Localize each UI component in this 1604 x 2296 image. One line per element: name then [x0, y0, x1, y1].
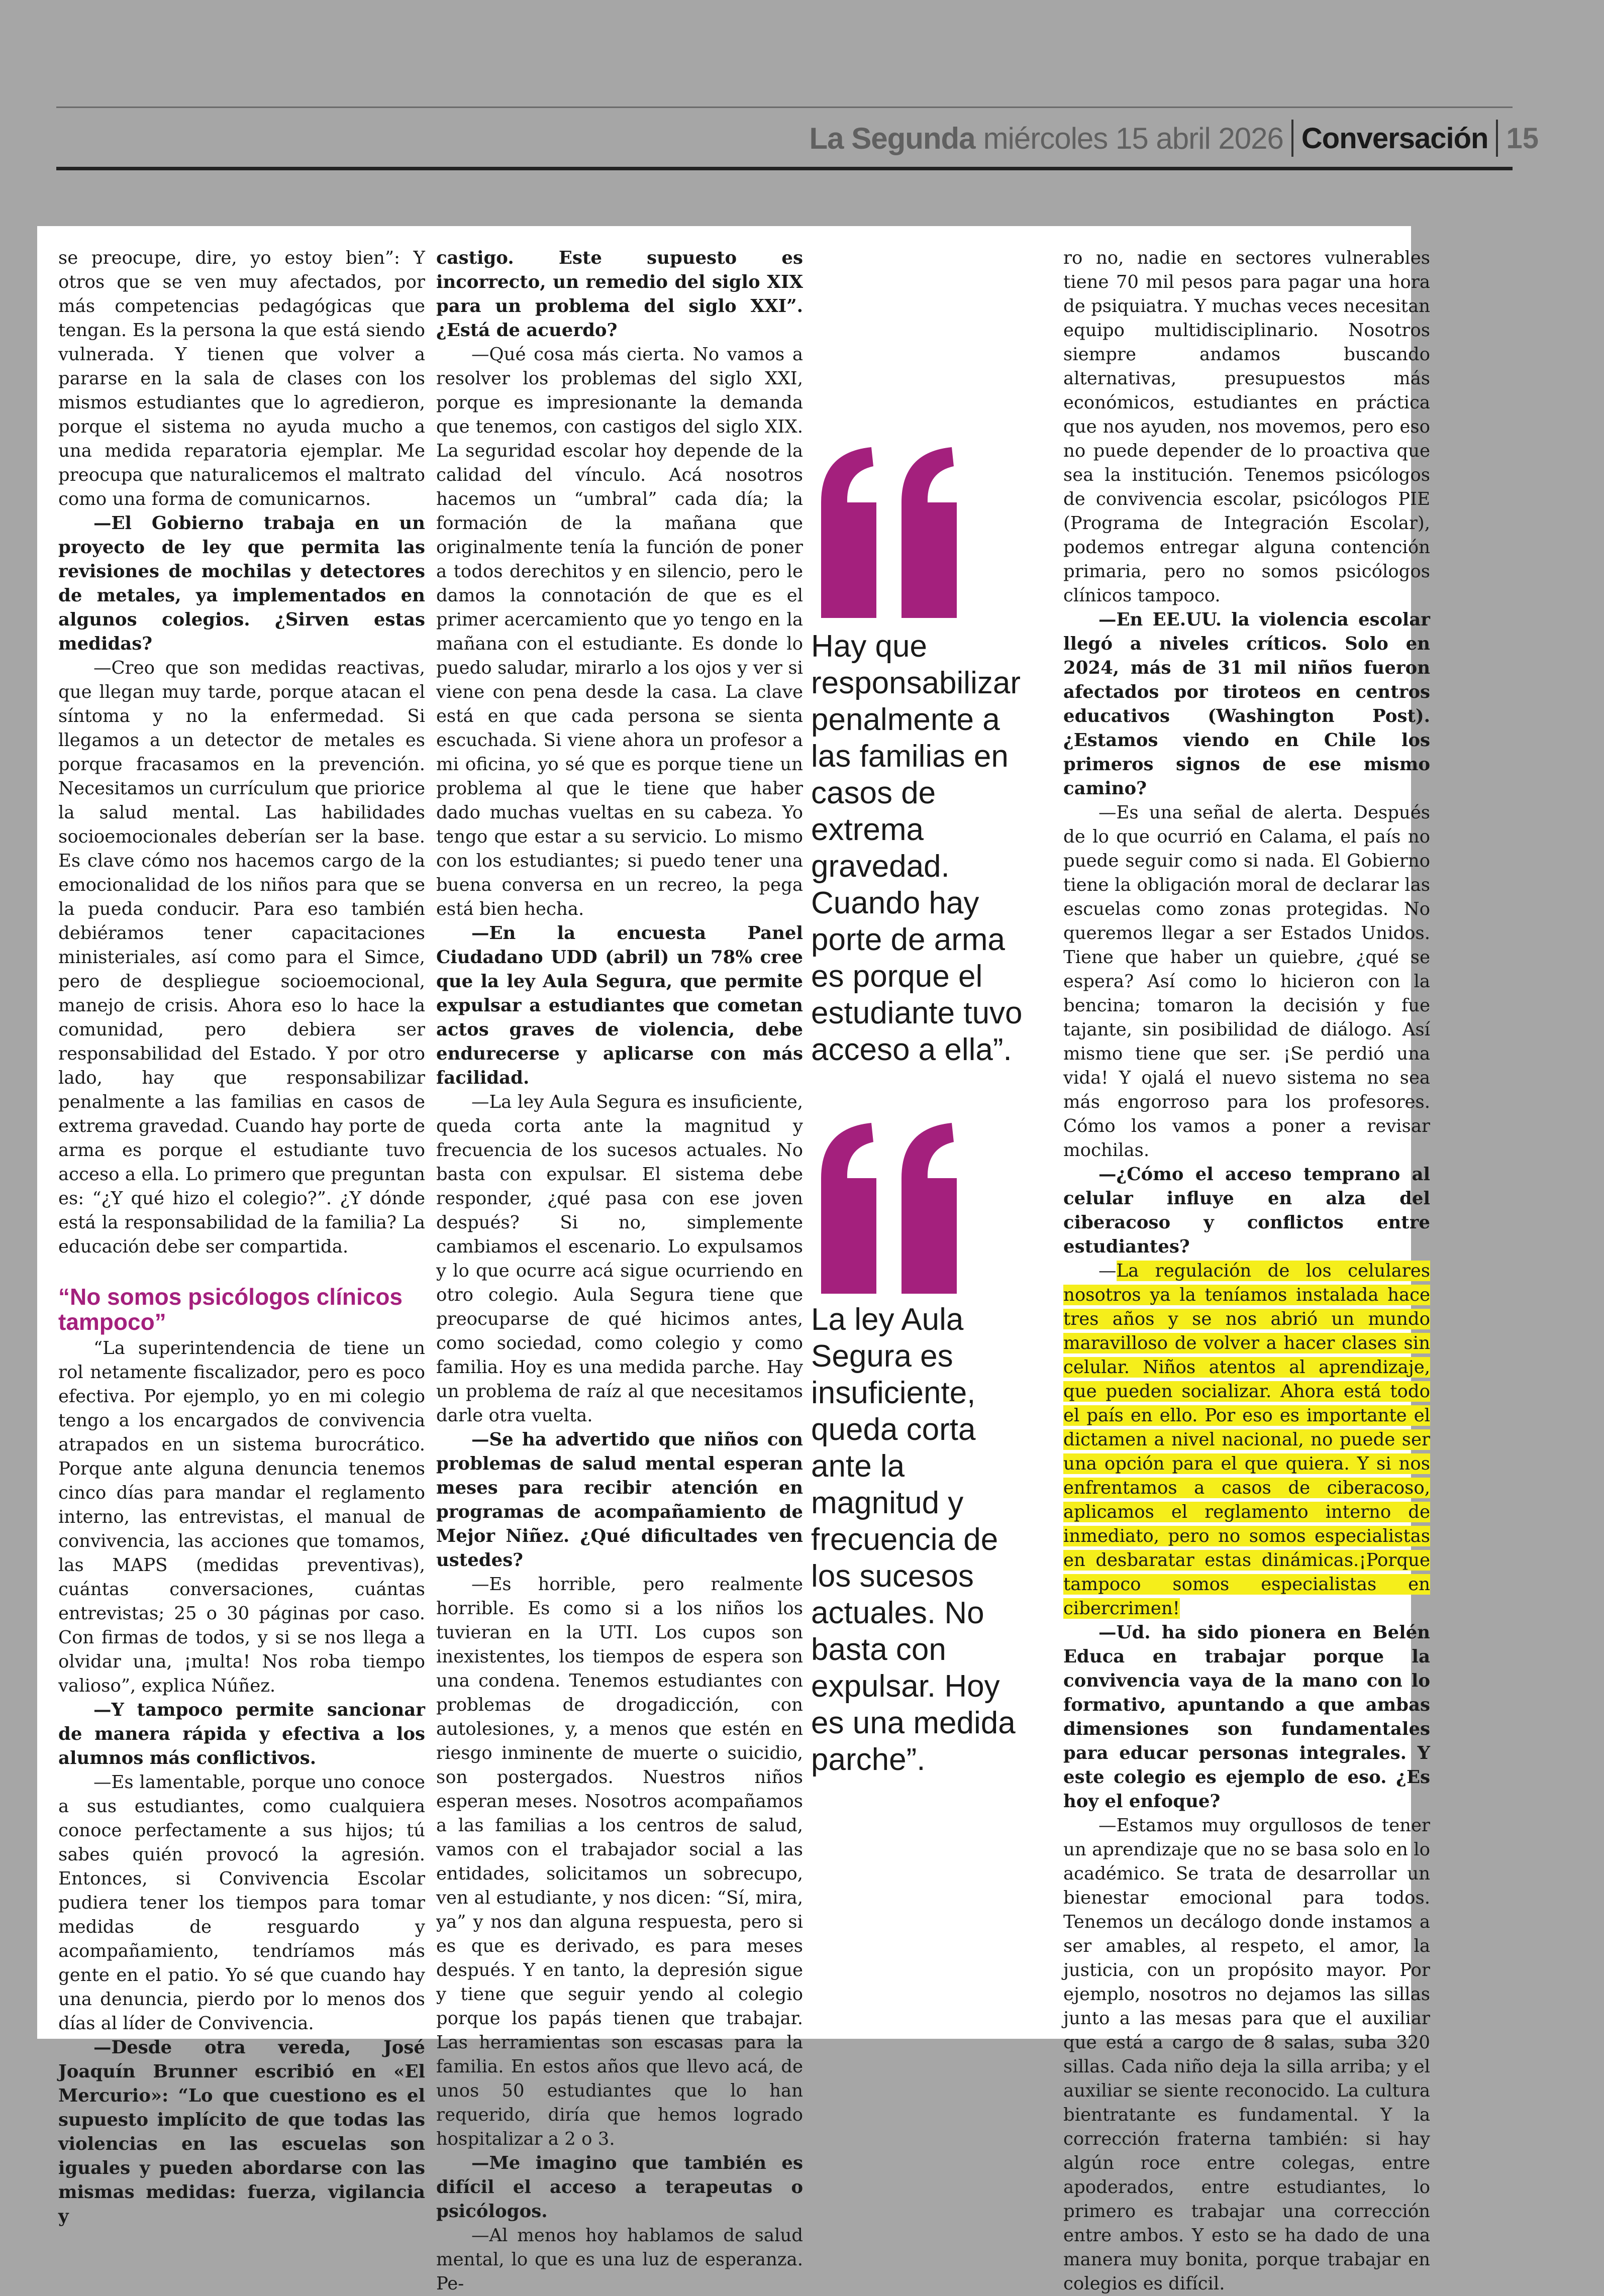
interview-question: —Desde otra vereda, José Joaquín Brunner escribió en «El Mercurio»: “Lo que cuestiono es el supuesto implícito de que todas las violencias en las escuelas son iguales y pueden abordarse con las mismas medidas: fuerza, vigilancia y [58, 2037, 425, 2227]
quote-mark-icon [811, 1123, 972, 1294]
header-rule-top [56, 107, 1513, 108]
paragraph: —La ley Aula Segura es insuficiente, queda corta ante la magnitud y frecuencia de los sucesos actuales. No basta con expulsar. El sistema debe responder, ¿qué pasa con ese joven después? Si no, simplemente cambiamos el escenario. Lo expulsamos y lo que ocurre acá sigue ocurriendo en otro colegio. Aula Segura tiene que preocuparse de qué hicimos antes, como sociedad, como colegio y como familia. Hoy es una medida parche. Hay un problema de raíz al que necesitamos darle otra vuelta. [436, 1092, 803, 1426]
masthead [810, 112, 1539, 165]
interview-question: —El Gobierno trabaja en un proyecto de ley que permita las revisiones de mochilas y detectores de metales, ya implementados en algunos colegios. ¿Sirven estas medidas? [58, 513, 425, 654]
paragraph: —Es lamentable, porque uno conoce a sus estudiantes, como cualquiera conoce perfectamente a sus hijos; tú sabes quién provocó la agresión. Entonces, si Convivencia Escolar pudiera tener los tiempos para tomar medidas de resguardo y acompañamiento, tendríamos más gente en el patio. Yo sé que cuando hay una denuncia, pierdo por lo menos dos días al líder de Convivencia. [58, 1772, 425, 2034]
page-number: 15 [1506, 122, 1539, 155]
article-column-4 [1063, 246, 1430, 2296]
interview-question: —¿Cómo el acceso temprano al celular influye en alza del ciberacoso y conflictos entre estudiantes? [1063, 1164, 1430, 1257]
masthead-divider [1291, 120, 1293, 157]
highlighted-text: La regulación de los celulares nosotros ya la teníamos instalada hace tres años y se nos abrió un mundo maravilloso de volver a hacer clases sin celular. Niños atentos al aprendizaje, que pueden socializar. Ahora está todo el país en ello. Por eso es importante el dictamen a nivel nacional, no puede ser una opción para el que quiera. Y si nos enfrentamos a casos de ciberacoso, aplicamos el reglamento interno de inmediato, pero no somos especialistas en desbaratar estas dinámicas.¡Porque tampoco somos especialistas en cibercrimen! [1063, 1261, 1430, 1619]
paragraph: —Qué cosa más cierta. No vamos a resolver los problemas del siglo XXI, porque es impresionante la demanda que tenemos, con castigos del siglo XIX. La seguridad escolar hoy depende de la calidad del vínculo. Acá nosotros hacemos un “umbral” cada día; la formación de la mañana que originalmente tenía la función de poner a todos derechitos y en silencio, pero le damos la connotación de que es el primer acercamiento que yo tengo en la mañana con el estudiante. Es donde lo puedo saludar, mirarlo a los ojos y ver si viene con pena desde la casa. La clave está en que cada persona se sienta escuchada. Si viene ahora un profesor a mi oficina, yo sé que es porque tiene un problema al que le tiene que haber dado muchas vueltas en su cabeza. Yo tengo que estar a su servicio. Lo mismo con los estudiantes; si puedo tener una buena conversa en un recreo, la pega está bien hecha. [436, 344, 803, 919]
newspaper-name: La Segunda [809, 121, 975, 155]
dash: — [1098, 1261, 1117, 1281]
paragraph: —Creo que son medidas reactivas, que llegan muy tarde, porque atacan el síntoma y no la enfermedad. Si llegamos a un detector de metales es porque fracasamos en la prevención. Necesitamos un currículum que priorice la salud mental. Las habilidades socioemocionales deberían ser la base. Es clave cómo nos hacemos cargo de la emocionalidad de los niños para que se la pueda conducir. Para eso también debiéramos tener capacitaciones ministeriales, así como para el Simce, pero de despliegue socioemocional, manejo de crisis. Ahora eso lo hace la comunidad, pero debiera ser responsabilidad del Estado. Y por otro lado, hay que responsabilizar penalmente a las familias en casos de extrema gravedad. Cuando hay porte de arma es porque el estudiante tuvo acceso a ella. Lo primero que preguntan es: “¿Y qué hizo el colegio?”. ¿Y dónde está la responsabilidad de la familia? La educación debe ser compartida. [58, 658, 425, 1257]
interview-question: —Se ha advertido que niños con problemas de salud mental esperan meses para recibir atención en programas de acompañamiento de Mejor Niñez. ¿Qué dificultades ven ustedes? [436, 1429, 803, 1571]
paragraph: se preocupe, dire, yo estoy bien”: Y otros que se ven muy afectados, por más competencias pedagógicas que tengan. Es la persona la que está siendo vulnerada. Y tienen que volver a pararse en la sala de clases con los mismos estudiantes que lo agredieron, porque el sistema no ayuda mucho a una medida reparatoria ejemplar. Me preocupa que naturalicemos el maltrato como una forma de comunicarnos. [58, 248, 425, 509]
paragraph: —Es horrible, pero realmente horrible. Es como si a los niños los tuvieran en la UTI. Los cupos son inexistentes, los tiempos de espera son una condena. Tenemos estudiantes con problemas de drogadicción, con autolesiones, y, a menos que estén en riesgo inminente de muerte o suicidio, son postergados. Nuestros niños esperan meses. Nosotros acompañamos a las familias a los centros de salud, vamos con el trabajador social a las entidades, solicitamos un sobrecupo, ven al estudiante, y nos dicen: “Sí, mira, ya” y nos dan alguna respuesta, pero si es que es derivado, es para meses después. Y en tanto, la depresión sigue y tiene que seguir yendo al colegio porque los papás tienen que trabajar. Las herramientas son escasas para la familia. En estos años que llevo acá, de unos 50 estudiantes que lo han requerido, diría que hemos logrado hospitalizar a 2 o 3. [436, 1574, 803, 2149]
paragraph: —Estamos muy orgullosos de tener un aprendizaje que no se basa solo en lo académico. Se trata de desarrollar un bienestar emocional para todos. Tenemos un decálogo donde instamos a ser amables, al respeto, el amor, la justicia, con un propósito mayor. Por ejemplo, nosotros no dejamos las sillas junto a las mesas para que el auxiliar que está a cargo de 8 salas, suba 320 sillas. Cada niño deja la silla arriba; y el auxiliar se siente reconocido. La cultura bientratante es fundamental. Y la corrección fraterna también: si hay algún roce entre colegas, entre apoderados, entre estudiantes, lo primero es trabajar una corrección entre ambos. Y esto se ha dado de una manera muy bonita, porque trabajar en colegios es difícil. [1063, 1815, 1430, 2294]
interview-question: —Y tampoco permite sancionar de manera rápida y efectiva a los alumnos más conflictivos. [58, 1700, 425, 1768]
interview-question: —En EE.UU. la violencia escolar llegó a niveles críticos. Solo en 2024, más de 31 mil niños fueron afectados por tiroteos en centros educativos (Washington Post). ¿Estamos viendo en Chile los primeros signos de ese mismo camino? [1063, 609, 1430, 799]
paragraph: —Al menos hoy hablamos de salud mental, lo que es una luz de esperanza. Pe- [436, 2225, 803, 2294]
subheading: “No somos psicólogos clínicos tampoco” [58, 1284, 403, 1335]
pull-quote: Hay que responsabilizar penalmente a las familias en casos de extrema gravedad. Cuando hay porte de arma es porque el estudiante tuvo acceso a ella”. [811, 629, 1023, 1067]
masthead-divider [1496, 120, 1498, 157]
article-column-1 [58, 246, 425, 2229]
paragraph: —Es una señal de alerta. Después de lo que ocurrió en Calama, el país no puede seguir como si nada. El Gobierno tiene la obligación moral de declarar las escuelas como zonas protegidas. No queremos llegar a ser Estados Unidos. Tiene que haber un quiebre, ¿qué se espera? Así como lo hicieron con la bencina; tomaron la decisión y fue tajante, sin posibilidad de diálogo. Así mismo tiene que ser. ¡Se perdió una vida! Y ojalá el nuevo sistema no sea más engorroso para los profesores. Cómo los vamos a poner a revisar mochilas. [1063, 802, 1430, 1161]
interview-question: —Ud. ha sido pionera en Belén Educa en trabajar porque la convivencia vaya de la mano con lo formativo, apuntando a que ambas dimensiones son fundamentales para educar personas integrales. Y este colegio es ejemplo de eso. ¿Es hoy el enfoque? [1063, 1622, 1430, 1812]
issue-date: miércoles 15 abril 2026 [983, 121, 1283, 155]
section-name: Conversación [1301, 122, 1488, 155]
interview-question: —Me imagino que también es difícil el acceso a terapeutas o psicólogos. [436, 2153, 803, 2222]
highlighted-paragraph [1063, 1259, 1430, 1621]
header-rule-bottom [56, 167, 1513, 170]
quote-mark-icon [811, 447, 972, 618]
paragraph: ro no, nadie en sectores vulnerables tiene 70 mil pesos para pagar una hora de psiquiatra. Y muchas veces necesitan equipo multidisciplinario. Nosotros siempre andamos buscando alternativas, presupuestos más económicos, estudiantes en práctica que nos ayuden, nos movemos, pero eso no puede depender de lo proactiva que sea la institución. Tenemos psicólogos de convivencia escolar, psicólogos PIE (Programa de Integración Escolar), podemos entregar alguna contención primaria, pero no somos psicólogos clínicos tampoco. [1063, 248, 1430, 606]
pull-quote: La ley Aula Segura es insuficiente, queda corta ante la magnitud y frecuencia de los sucesos actuales. No basta con expulsar. Hoy es una medida parche”. [811, 1302, 1016, 1777]
interview-question: castigo. Este supuesto es incorrecto, un remedio del siglo XIX para un problema del siglo XXI”. ¿Está de acuerdo? [436, 248, 803, 341]
article-column-2 [436, 246, 803, 2296]
paragraph: “La superintendencia de tiene un rol netamente fiscalizador, pero es poco efectiva. Por ejemplo, yo en mi colegio tengo a los encargados de convivencia atrapados en un sistema burocrático. Porque ante alguna denuncia tenemos cinco días para mandar el reglamento interno, las entrevistas, el manual de convivencia, las acciones que tomamos, las MAPS (medidas preventivas), cuántas conversaciones, cuántas entrevistas; 25 o 30 páginas por caso. Con firmas de todos, y si se nos llega a olvidar una, ¡multa! Nos roba tiempo valioso”, explica Núñez. [58, 1338, 425, 1696]
interview-question: —En la encuesta Panel Ciudadano UDD (abril) un 78% cree que la ley Aula Segura, que permite expulsar a estudiantes que cometan actos graves de violencia, debe endurecerse y aplicarse con más facilidad. [436, 923, 803, 1088]
